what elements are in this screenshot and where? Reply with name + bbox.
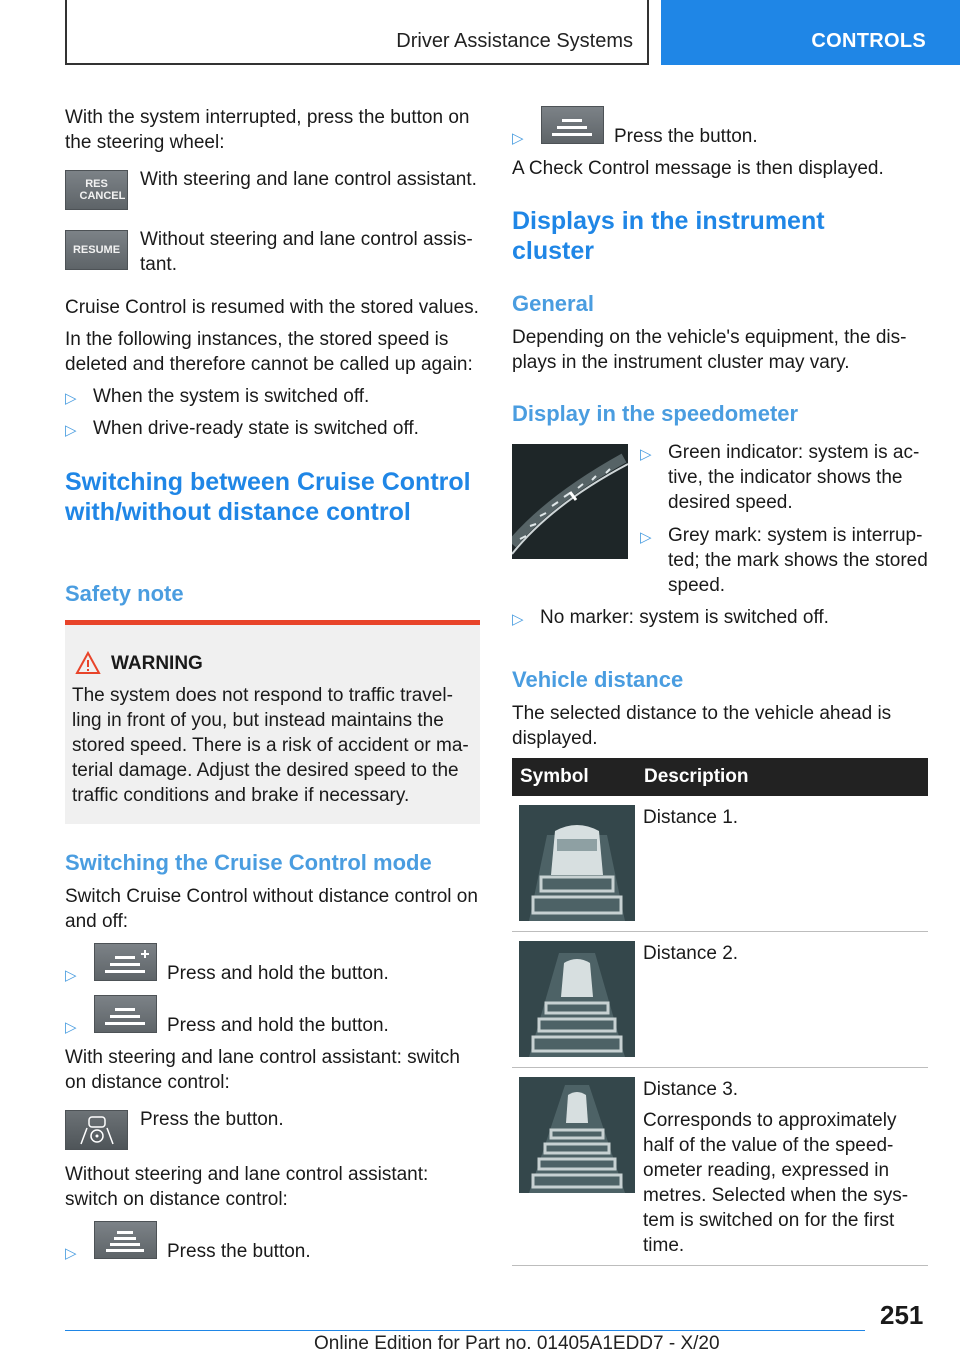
general-text: Depending on the vehicle's equipment, the displays in the instrument cluster may vary. [512,327,907,373]
press-button-text: Press the button. [140,1109,284,1130]
cruise-button-icon [541,106,604,144]
list-item: ▷ No marker: system is switched off. [512,605,927,632]
warning-box [65,620,480,824]
distance-3-image [519,1077,635,1193]
vehicle-distance-heading: Vehicle distance [512,667,684,692]
distance-1-image [519,805,635,921]
resume-text: Without steering and lane control assistant. [140,229,473,275]
triangle-bullet-icon: ▷ [65,1019,77,1036]
triangle-bullet-icon: ▷ [65,1245,77,1262]
table-header-symbol: Symbol [520,766,589,787]
cruise-button-icon [94,995,157,1033]
section-heading-switching: Switching between Cruise Control with/without distance control [65,468,471,526]
displays-heading: Displays in the instrument cluster [512,207,825,265]
distance-table-header [512,758,928,796]
table-row-divider [512,1067,928,1068]
steering-assist-button-icon [65,1110,128,1150]
triangle-bullet-icon: ▷ [65,422,77,439]
footer-edition-text: Online Edition for Part no. 01405A1EDD7 - X/20 [314,1333,720,1354]
mode-heading: Switching the Cruise Control mode [65,850,432,875]
triangle-bullet-icon: ▷ [65,967,77,984]
triangle-bullet-icon: ▷ [512,611,524,628]
check-control-text: A Check Control message is then displayed. [512,158,884,179]
page-number: 251 [880,1300,924,1330]
footer-divider [65,1330,865,1331]
warning-title: WARNING [111,653,203,674]
list-item: ▷ Green indicator: system is active, the indicator shows the desired speed. [640,442,920,513]
list-item: ▷ When the system is switched off. [65,384,480,411]
cruise-distance-button-icon [94,1221,157,1259]
header-controls-tab[interactable] [661,0,960,65]
press-hold-text-1: Press and hold the button. [167,963,389,984]
res-cancel-text: With steering and lane control assistant. [140,169,477,190]
resume-button-icon: RESUME [65,230,128,270]
res-cancel-button-icon: RES CANCEL [65,170,128,210]
distance-3-extra-text: Corresponds to approximately half of the value of the speedometer reading, expressed in metres. Selected when the system is switched on for the first time. [643,1110,909,1256]
list-item: ▷ Grey mark: system is interrupted; the mark shows the stored speed. [640,525,928,596]
vehicle-distance-text: The selected distance to the vehicle ahead is displayed. [512,703,892,749]
right-press-button-text: Press the button. [614,126,758,147]
distance-2-text: Distance 2. [643,943,739,964]
table-row-divider [512,1265,928,1266]
without-assist-text: Without steering and lane control assistant: switch on distance control: [65,1164,429,1210]
header-tab-label: CONTROLS [811,30,926,52]
triangle-bullet-icon: ▷ [640,446,652,463]
speedometer-heading: Display in the speedometer [512,401,799,426]
general-heading: General [512,291,594,316]
warning-triangle-icon [75,651,101,675]
distance-1-text: Distance 1. [643,807,739,828]
cruise-plus-button-icon [94,943,157,981]
resumed-text: Cruise Control is resumed with the stored values. [65,297,479,318]
with-assist-text: With steering and lane control assistant: switch on distance control: [65,1047,460,1093]
triangle-bullet-icon: ▷ [640,529,652,546]
triangle-bullet-icon: ▷ [65,390,77,407]
deleted-text: In the following instances, the stored speed is deleted and therefore cannot be called up again: [65,329,473,375]
list-item: ▷ When drive-ready state is switched off. [65,416,480,443]
triangle-bullet-icon: ▷ [512,130,524,147]
distance-2-image [519,941,635,1057]
table-row-divider [512,931,928,932]
header-section-title: Driver Assistance Systems [396,30,633,52]
mode-text: Switch Cruise Control without distance control on and off: [65,886,478,932]
speedometer-image [512,444,628,559]
press-hold-text-2: Press and hold the button. [167,1015,389,1036]
header-section-box [65,0,649,65]
press-button-text-2: Press the button. [167,1241,311,1262]
table-header-description: Description [644,766,749,787]
intro-text: With the system interrupted, press the button on the steering wheel: [65,107,470,153]
warning-text: The system does not respond to traffic travelling in front of you, but instead maintains the stored speed. There is a risk of accident or material damage. Adjust the desired speed to the traffic conditions and brake if necessary. [72,685,469,806]
safety-note-heading: Safety note [65,581,184,606]
distance-3-text: Distance 3. [643,1079,739,1100]
